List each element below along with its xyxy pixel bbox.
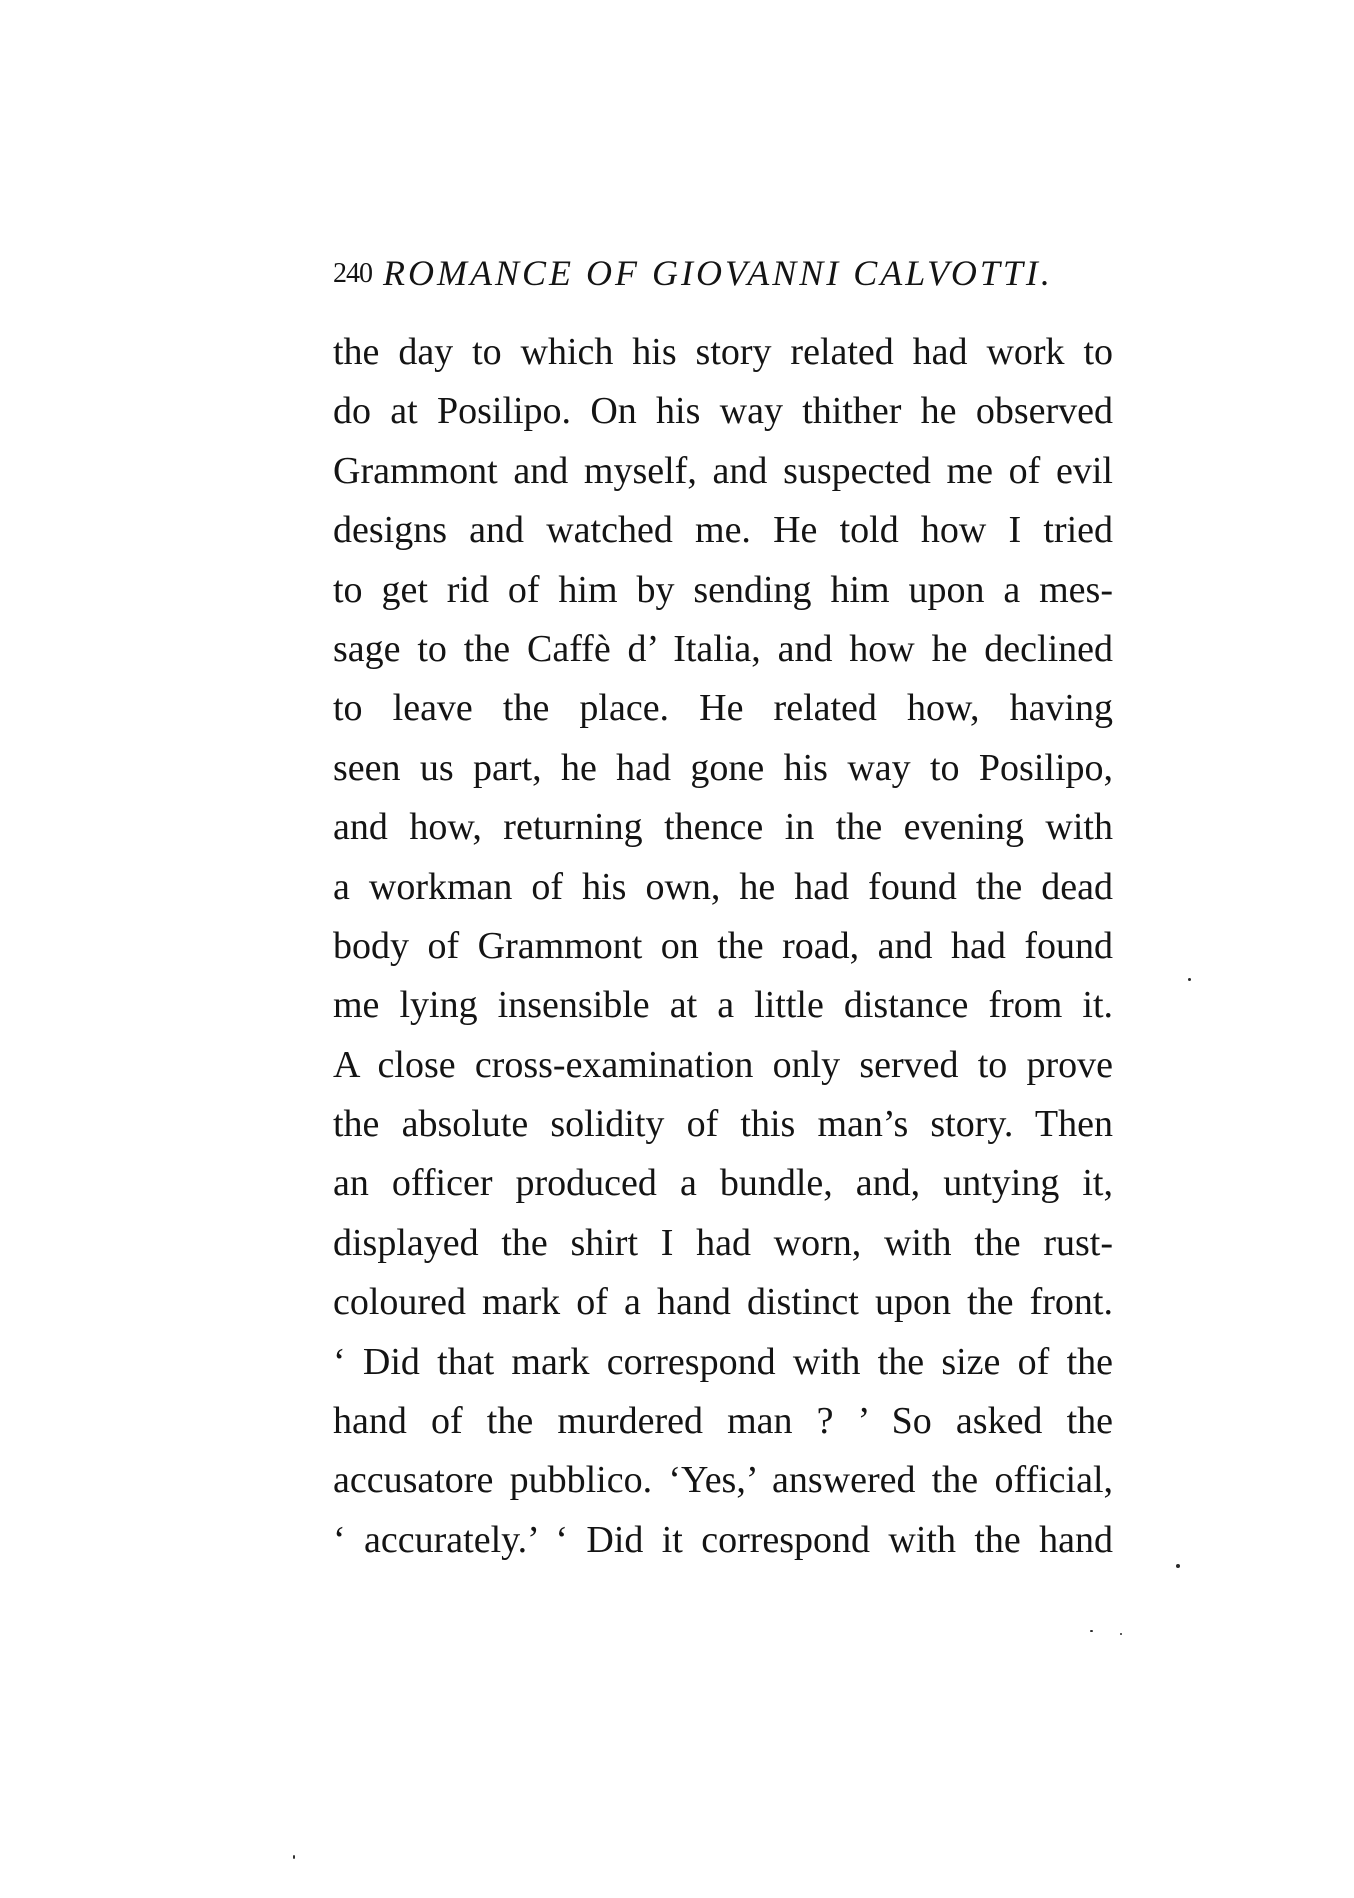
text-line: hand of the murdered man ? ’ So asked the <box>333 1400 1113 1443</box>
text-line: sage to the Caffè d’ Italia, and how he declined <box>333 627 1113 670</box>
text-line: ‘ accurately.’ ‘ Did it correspond with the hand <box>333 1518 1113 1561</box>
text-line: the day to which his story related had work to <box>333 331 1113 373</box>
scan-speck <box>1090 1630 1093 1632</box>
text-line: accusatore pubblico. ‘Yes,’ answered the official, <box>333 1459 1113 1502</box>
text-line: me lying insensible at a little distance from it. <box>333 984 1113 1027</box>
text-line: displayed the shirt I had worn, with the rust- <box>333 1221 1113 1264</box>
running-title: ROMANCE OF GIOVANNI CALVOTTI. <box>383 253 1053 293</box>
text-line: a workman of his own, he had found the dead <box>333 865 1113 908</box>
text-line: ‘ Did that mark correspond with the size of the <box>333 1340 1113 1383</box>
text-line: designs and watched me. He told how I tried <box>333 509 1113 552</box>
body-text <box>333 323 1113 1570</box>
text-line: an officer produced a bundle, and, untying it, <box>333 1162 1113 1205</box>
scan-speck <box>1188 978 1191 981</box>
text-line: seen us part, he had gone his way to Posilipo, <box>333 746 1113 789</box>
scan-speck <box>1176 1564 1180 1568</box>
text-line: do at Posilipo. On his way thither he observed <box>333 390 1113 433</box>
text-line: Grammont and myself, and suspected me of evil <box>333 449 1113 492</box>
text-line: to get rid of him by sending him upon a mes- <box>333 568 1113 611</box>
text-line: to leave the place. He related how, having <box>333 687 1113 730</box>
scan-speck <box>1120 1633 1122 1635</box>
page-number: 240 <box>333 258 372 289</box>
scan-speck <box>293 1855 295 1859</box>
text-line: and how, returning thence in the evening with <box>333 806 1113 849</box>
running-head <box>333 252 1113 296</box>
text-line: A close cross-examination only served to prove <box>333 1043 1113 1086</box>
text-line: the absolute solidity of this man’s story. Then <box>333 1103 1113 1146</box>
text-line: body of Grammont on the road, and had found <box>333 924 1113 967</box>
text-line: coloured mark of a hand distinct upon the front. <box>333 1281 1113 1324</box>
